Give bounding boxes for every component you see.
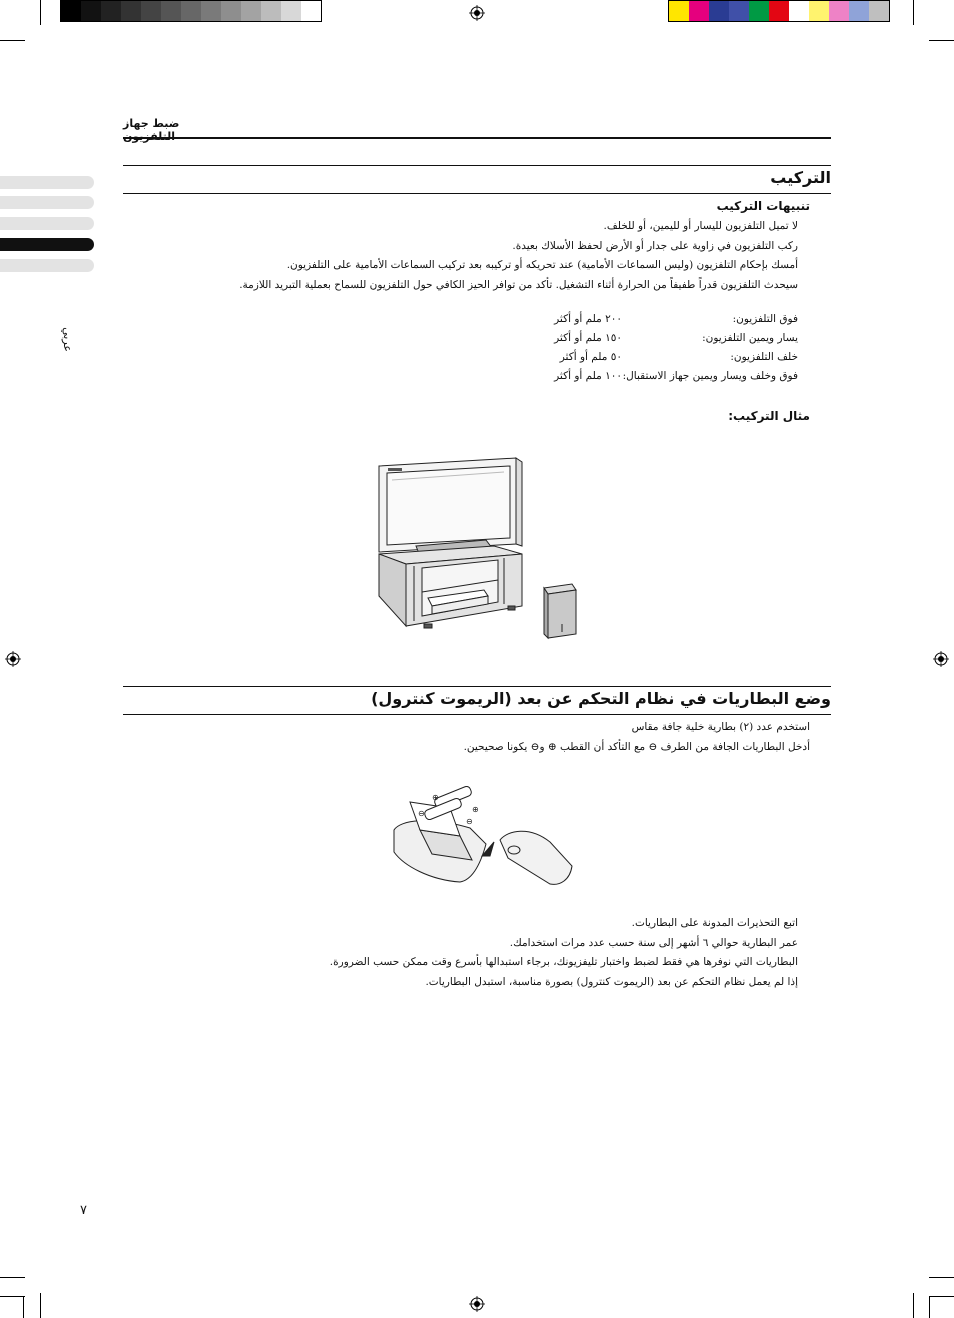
grayscale-swatch (241, 1, 261, 21)
crop-mark (0, 1296, 25, 1297)
grayscale-swatch (81, 1, 101, 21)
grayscale-swatch (301, 1, 321, 21)
page-number: ٧ (80, 1203, 87, 1218)
running-header: ضبط جهاز (123, 117, 180, 130)
battery-minus-mark: ⊖ (418, 809, 425, 818)
battery-note-line: البطاريات التي نوفرها هي فقط لضبط واختبار تليفزيونك، برجاء استبدالها بأسرع وقت ممكن حسب الضرورة. (329, 956, 798, 968)
crop-mark (23, 1296, 24, 1318)
warning-line: لا تميل التلفزيون لليسار أو لليمين، أو للخلف. (603, 220, 798, 232)
header-rule (123, 137, 831, 139)
grayscale-swatch (181, 1, 201, 21)
crop-mark (0, 1277, 25, 1278)
batteries-title: وضع البطاريات في نظام التحكم عن بعد (الريموت كنترول) (371, 689, 831, 708)
grayscale-swatch (201, 1, 221, 21)
process-color-bar (668, 0, 890, 22)
battery-instruction-line: استخدم عدد (٢) بطارية خلية جافة مقاس (631, 721, 810, 733)
chapter-tab (0, 259, 94, 272)
warning-line: أمسك بإحكام التلفزيون (وليس السماعات الأمامية) عند تحريكه أو تركيبه بعد تركيب السماعات الأمامية على التلفزيون. (286, 259, 798, 271)
process-color-swatch (669, 1, 689, 21)
registration-mark-icon (469, 5, 485, 21)
grayscale-swatch (261, 1, 281, 21)
battery-plus-mark: ⊕ (472, 805, 479, 814)
grayscale-swatch (221, 1, 241, 21)
grayscale-swatch (121, 1, 141, 21)
tv-installation-illustration (376, 456, 582, 640)
grayscale-swatch (281, 1, 301, 21)
battery-notes (300, 914, 798, 992)
installation-example-label: مثال التركيب: (728, 409, 810, 423)
grayscale-color-bar (60, 0, 322, 22)
clearance-row (440, 332, 798, 351)
clearance-value: ٥٠ ملم أو أكثر (559, 351, 622, 363)
crop-mark (40, 0, 41, 25)
crop-mark (929, 40, 954, 41)
crop-mark (40, 1293, 41, 1318)
battery-note-line: إذا لم يعمل نظام التحكم عن بعد (الريموت كنترول) بصورة مناسبة، استبدل البطاريات. (425, 975, 798, 988)
clearance-row (440, 370, 798, 389)
grayscale-swatch (141, 1, 161, 21)
clearance-label: خلف التلفزيون: (730, 351, 798, 363)
warning-line: سيحدث التلفزيون قدراً طفيفاً من الحرارة أثناء التشغيل. تأكد من توافر الحيز الكافي حول التلفزيون للسماح بعملية التبريد اللازمة. (239, 278, 798, 291)
process-color-swatch (749, 1, 769, 21)
chapter-tab (0, 176, 94, 189)
side-language-label: عربي (61, 327, 74, 352)
process-color-swatch (789, 1, 809, 21)
installation-warnings-title: تنبيهات التركيب (716, 199, 810, 213)
battery-note-line: اتبع التحذيرات المدونة على البطاريات. (631, 917, 798, 929)
battery-instruction-line: أدخل البطاريات الجافة من الطرف ⊖ مع التأكد أن القطب ⊕ و⊖ يكونا صحيحين. (463, 740, 810, 753)
crop-mark (929, 1296, 954, 1297)
process-color-swatch (869, 1, 889, 21)
battery-minus-mark: ⊖ (466, 817, 473, 826)
process-color-swatch (809, 1, 829, 21)
section-rule-top (123, 165, 831, 166)
clearance-value: ٢٠٠ ملم أو أكثر (554, 313, 622, 325)
chapter-tab (0, 217, 94, 230)
chapter-tab-active (0, 238, 94, 251)
registration-mark-icon (469, 1296, 485, 1312)
section-rule-bottom (123, 714, 831, 715)
clearance-row (440, 313, 798, 332)
clearance-label: فوق وخلف ويسار ويمين جهاز الاستقبال: (622, 370, 798, 382)
section-rule-bottom (123, 193, 831, 194)
grayscale-swatch (61, 1, 81, 21)
installation-title: التركيب (770, 168, 831, 187)
clearance-table (440, 313, 798, 393)
clearance-value: ١٥٠ ملم أو أكثر (554, 332, 622, 344)
process-color-swatch (689, 1, 709, 21)
clearance-value: ١٠٠ ملم أو أكثر (554, 370, 622, 382)
process-color-swatch (709, 1, 729, 21)
process-color-swatch (729, 1, 749, 21)
process-color-swatch (849, 1, 869, 21)
crop-mark (913, 1293, 914, 1318)
chapter-tab (0, 196, 94, 209)
clearance-label: يسار ويمين التلفزيون: (702, 332, 798, 344)
batteries-instructions (440, 718, 810, 757)
registration-mark-icon (5, 651, 21, 667)
installation-warnings-list (239, 217, 798, 295)
remote-battery-illustration (390, 786, 576, 888)
clearance-row (440, 351, 798, 370)
clearance-label: فوق التلفزيون: (732, 313, 798, 325)
crop-mark (913, 0, 914, 25)
grayscale-swatch (101, 1, 121, 21)
process-color-swatch (769, 1, 789, 21)
section-rule-top (123, 686, 831, 687)
crop-mark (929, 1296, 930, 1318)
grayscale-swatch (161, 1, 181, 21)
warning-line: ركب التلفزيون في زاوية على جدار أو الأرض لحفظ الأسلاك بعيدة. (512, 239, 798, 252)
process-color-swatch (829, 1, 849, 21)
crop-mark (929, 1277, 954, 1278)
crop-mark (0, 40, 25, 41)
battery-plus-mark: ⊕ (432, 793, 439, 802)
battery-note-line: عمر البطارية حوالي ٦ أشهر إلى سنة حسب عدد مرات استخدامك. (509, 936, 798, 949)
registration-mark-icon (933, 651, 949, 667)
